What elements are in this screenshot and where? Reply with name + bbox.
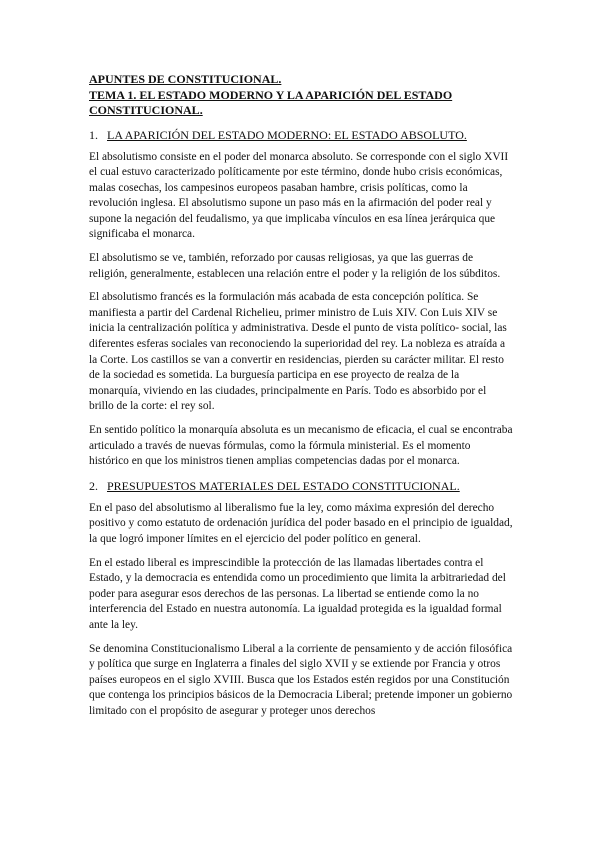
section-title: PRESUPUESTOS MATERIALES DEL ESTADO CONSTITUCIONAL. — [107, 478, 460, 493]
section-title: LA APARICIÓN DEL ESTADO MODERNO: EL ESTADO ABSOLUTO. — [107, 127, 467, 142]
paragraph: En el paso del absolutismo al liberalismo fue la ley, como máxima expresión del derecho positivo y como estatuto de ordenación jurídica del poder basado en el principio de igualdad, la que logró imponer límites en el ejercicio del poder político en general. — [89, 501, 513, 545]
document-title: APUNTES DE CONSTITUCIONAL. — [89, 72, 282, 86]
paragraph: Se denomina Constitucionalismo Liberal a la corriente de pensamiento y de acción filosófica y política que surge en Inglaterra a finales del siglo XVII y se extiende por Francia y otros países europeos en el siglo XVIII. Busca que los Estados estén regidos por una Constitución que contenga los principios básicos de la Democracia Liberal; pretende imponer un gobierno limitado con el propósito de asegurar y proteger unos derechos — [89, 642, 513, 717]
section-number: 1. — [89, 127, 98, 142]
document-page — [89, 72, 513, 728]
section-heading — [89, 478, 513, 494]
chapter-title: TEMA 1. EL ESTADO MODERNO Y LA APARICIÓN DEL ESTADO CONSTITUCIONAL. — [89, 87, 453, 117]
paragraph: El absolutismo consiste en el poder del monarca absoluto. Se corresponde con el siglo XVII el cual estuvo caracterizado políticamente por este término, donde hubo crisis económicas, malas cosechas, los campesinos europeos pasaban hambre, crisis políticas, como la revolución inglesa. El absolutismo supone un paso más en la afirmación del poder real y supone la negación del feudalismo, ya que implicaba vínculos en esa línea jerárquica que significaba el monarca. — [89, 150, 509, 241]
section-heading — [89, 127, 513, 143]
paragraph: El absolutismo francés es la formulación más acabada de esta concepción política. Se manifiesta a partir del Cardenal Richelieu, primer ministro de Luis XIV. Con Luis XIV se inicia la centralización política y administrativa. Desde el punto de vista político- social, las diferentes esferas sociales van reconociendo la superioridad del rey. La nobleza es atraída a la Corte. Los castillos se van a convertir en residencias, pierden su carácter militar. El resto de la sociedad es sometida. La burguesía participa en ese proyecto de realza de la monarquía, viviendo en las ciudades, principalmente en París. Todo es absorbido por el brillo de la corte: el rey sol. — [89, 291, 507, 413]
paragraph: En sentido político la monarquía absoluta es un mecanismo de eficacia, el cual se encontraba articulado a través de nuevas fórmulas, como la fórmula ministerial. Es el momento histórico en que los ministros tienen amplias competencias dadas por el monarca. — [89, 424, 513, 468]
paragraph: En el estado liberal es imprescindible la protección de las llamadas libertades contra el Estado, y la democracia es entendida como un procedimiento que limita la arbitrariedad del poder para asegurar esos derechos de las personas. La libertad se entiende como la no interferencia del Estado en nuestra autonomía. La igualdad protegida es la igualdad formal ante la ley. — [89, 556, 506, 631]
paragraph: El absolutismo se ve, también, reforzado por causas religiosas, ya que las guerras de religión, generalmente, establecen una relación entre el poder y la religión de los súbditos. — [89, 252, 501, 280]
section-number: 2. — [89, 478, 98, 493]
